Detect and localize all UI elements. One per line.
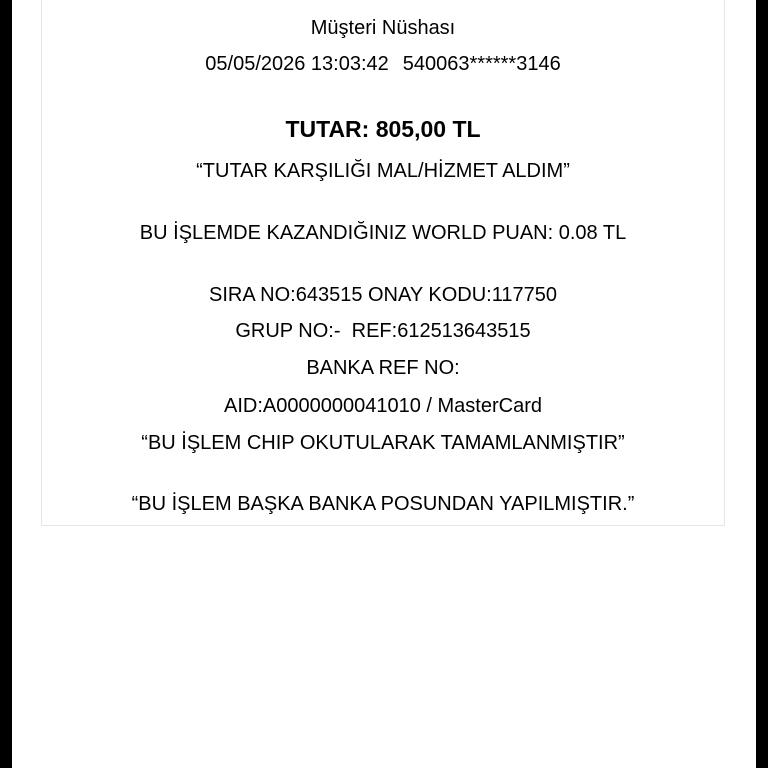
- bank-ref: BANKA REF NO:: [306, 357, 460, 379]
- datetime-card-line: [42, 52, 724, 76]
- document-page: [12, 0, 756, 768]
- goods-confirmation: “TUTAR KARŞILIĞI MAL/HİZMET ALDIM”: [196, 160, 570, 182]
- sequence-approval: SIRA NO:643515 ONAY KODU:117750: [209, 284, 557, 306]
- aid-line: AID:A0000000041010 / MasterCard: [224, 395, 542, 417]
- other-bank-note: “BU İŞLEM BAŞKA BANKA POSUNDAN YAPILMIŞTIR.”: [131, 493, 635, 515]
- amount-total: TUTAR: 805,00 TL: [285, 116, 481, 142]
- chip-note: “BU İŞLEM CHIP OKUTULARAK TAMAMLANMIŞTIR”: [141, 432, 625, 454]
- world-points: BU İŞLEMDE KAZANDIĞINIZ WORLD PUAN: 0.08 TL: [139, 222, 627, 244]
- group-ref: GRUP NO:- REF:612513643515: [235, 320, 531, 342]
- copy-label: Müşteri Nüshası: [310, 17, 456, 39]
- masked-card-number: 540063******3146: [402, 53, 561, 75]
- transaction-datetime: 05/05/2026 13:03:42: [205, 53, 389, 75]
- receipt: [41, 0, 725, 526]
